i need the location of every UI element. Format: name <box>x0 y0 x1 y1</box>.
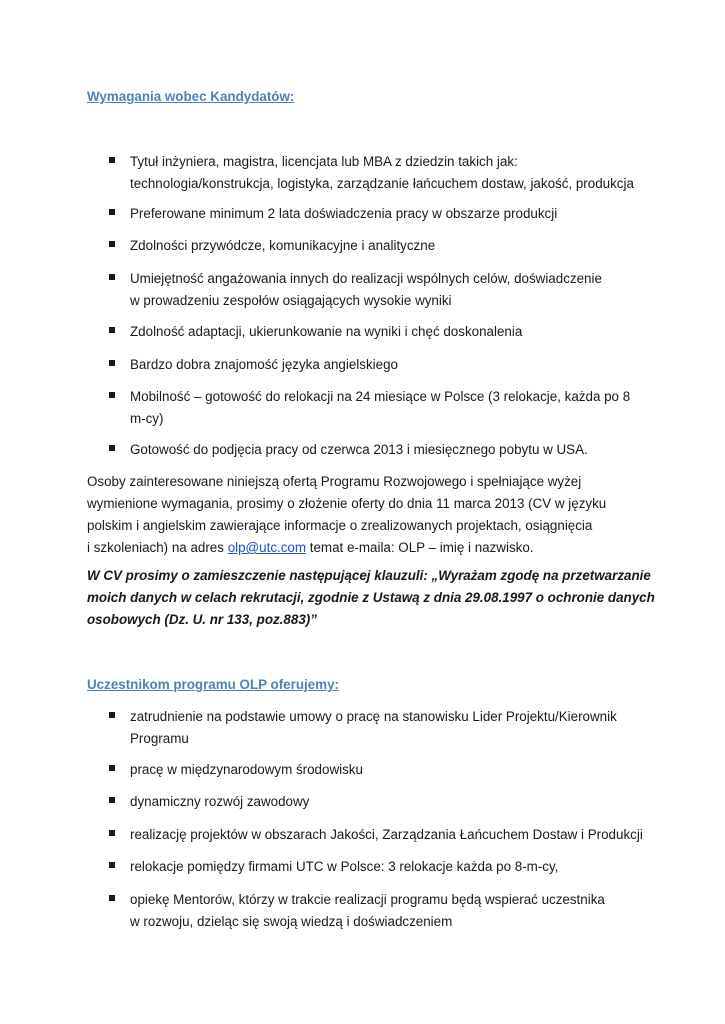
clause-line: moich danych w celach rekrutacji, zgodnie z Ustawą z dnia 29.08.1997 o ochronie danych <box>87 590 655 605</box>
paragraph-line: Osoby zainteresowane niniejszą ofertą Programu Rozwojowego i spełniające wyżej <box>87 474 582 489</box>
application-paragraph <box>87 471 632 559</box>
list-item-text: relokacje pomiędzy firmami UTC w Polsce: 3 relokacje każda po 8-m-cy, <box>130 859 559 874</box>
list-item-text: Mobilność – gotowość do relokacji na 24 miesiące w Polsce (3 relokacje, każda po 8 <box>130 389 631 404</box>
list-item-text: Gotowość do podjęcia pracy od czerwca 2013 i miesięcznego pobytu w USA. <box>130 442 588 457</box>
email-link[interactable]: olp@utc.com <box>227 540 307 555</box>
bullet-icon <box>109 895 115 901</box>
list-item-text: Tytuł inżyniera, magistra, licencjata lub MBA z dziedzin takich jak: <box>130 154 518 169</box>
paragraph-line <box>87 537 632 559</box>
list-item-text: Preferowane minimum 2 lata doświadczenia pracy w obszarze produkcji <box>130 206 558 221</box>
bullet-icon <box>109 765 115 771</box>
list-item-text: Bardzo dobra znajomość języka angielskiego <box>130 357 398 372</box>
bullet-icon <box>109 274 115 280</box>
list-item-text: w prowadzeniu zespołów osiągających wysokie wyniki <box>130 293 452 308</box>
offer-heading: Uczestnikom programu OLP oferujemy: <box>87 677 339 692</box>
paragraph-line: polskim i angielskim zawierające informacje o zrealizowanych projektach, osiągnięcia <box>87 518 593 533</box>
consent-clause <box>87 565 655 631</box>
list-item-text: technologia/konstrukcja, logistyka, zarządzanie łańcuchem dostaw, jakość, produkcja <box>130 176 634 191</box>
bullet-icon <box>109 327 115 333</box>
list-item-text: Programu <box>130 731 189 746</box>
bullet-icon <box>109 241 115 247</box>
list-item-text: pracę w międzynarodowym środowisku <box>130 762 363 777</box>
requirements-heading: Wymagania wobec Kandydatów: <box>87 89 295 104</box>
list-item-text: Zdolności przywódcze, komunikacyjne i analityczne <box>130 238 436 253</box>
list-item-text: m-cy) <box>130 411 164 426</box>
paragraph-line: wymienione wymagania, prosimy o złożenie oferty do dnia 11 marca 2013 (CV w języku <box>87 496 607 511</box>
bullet-icon <box>109 209 115 215</box>
bullet-icon <box>109 712 115 718</box>
bullet-icon <box>109 797 115 803</box>
paragraph-text: i szkoleniach) na adres <box>87 540 228 555</box>
list-item-text: opiekę Mentorów, którzy w trakcie realizacji programu będą wspierać uczestnika <box>130 892 605 907</box>
list-item-text: realizację projektów w obszarach Jakości, Zarządzania Łańcuchem Dostaw i Produkcji <box>130 827 643 842</box>
bullet-icon <box>109 157 115 163</box>
paragraph-text: temat e-maila: OLP – imię i nazwisko. <box>306 540 534 555</box>
bullet-icon <box>109 445 115 451</box>
bullet-icon <box>109 830 115 836</box>
list-item-text: zatrudnienie na podstawie umowy o pracę na stanowisku Lider Projektu/Kierownik <box>130 709 617 724</box>
bullet-icon <box>109 862 115 868</box>
list-item-text: w rozwoju, dzieląc się swoją wiedzą i doświadczeniem <box>130 914 453 929</box>
bullet-icon <box>109 392 115 398</box>
bullet-icon <box>109 360 115 366</box>
list-item-text: Umiejętność angażowania innych do realizacji wspólnych celów, doświadczenie <box>130 271 602 286</box>
list-item-text: Zdolność adaptacji, ukierunkowanie na wyniki i chęć doskonalenia <box>130 324 523 339</box>
list-item-text: dynamiczny rozwój zawodowy <box>130 794 310 809</box>
clause-line: osobowych (Dz. U. nr 133, poz.883)” <box>87 612 317 627</box>
clause-line: W CV prosimy o zamieszczenie następującej klauzuli: „Wyrażam zgodę na przetwarzanie <box>87 568 651 583</box>
